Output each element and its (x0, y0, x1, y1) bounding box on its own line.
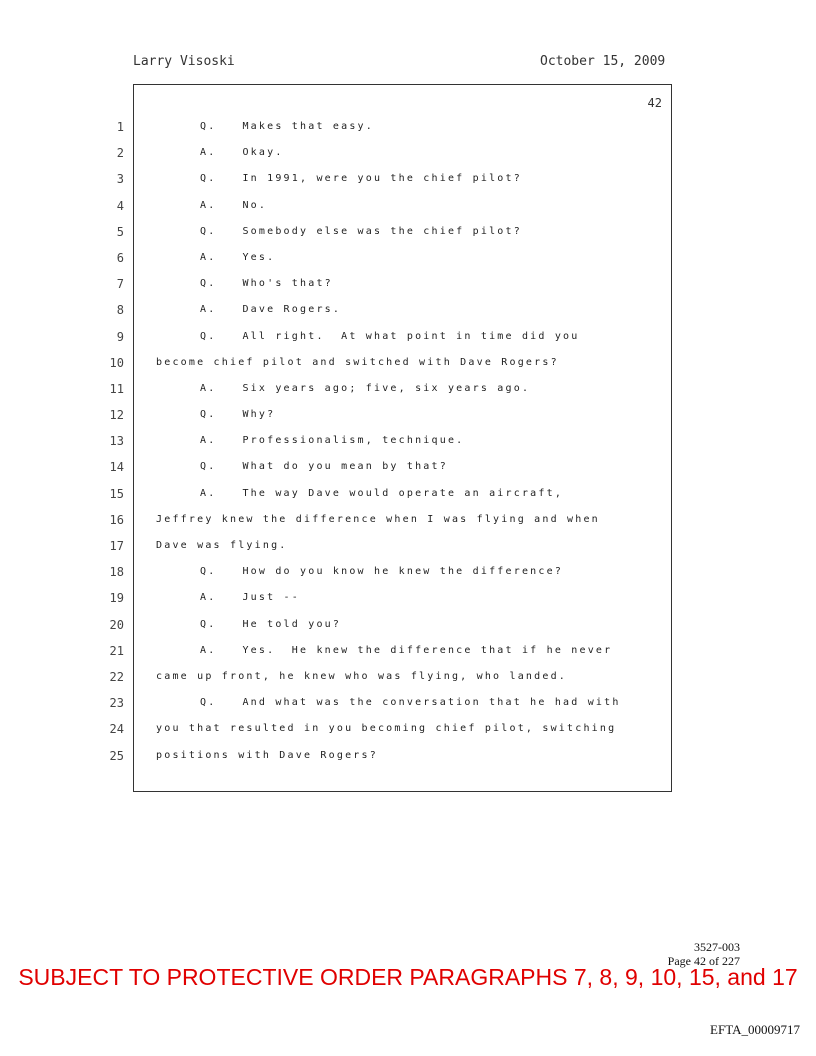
transcript-line (0, 428, 816, 454)
line-number: 21 (109, 643, 124, 658)
line-text (200, 402, 712, 428)
line-text (200, 376, 712, 402)
transcript-line (0, 297, 816, 323)
line-content: Okay. (242, 147, 284, 159)
line-number: 24 (109, 722, 124, 737)
line-text (200, 324, 712, 350)
transcript-lines (0, 114, 816, 769)
line-number: 4 (116, 198, 124, 213)
speaker-label: Q. (200, 278, 217, 290)
line-content: All right. At what point in time did you (242, 330, 580, 342)
transcript-line (0, 585, 816, 611)
speaker-label: Q. (200, 330, 217, 342)
transcript-line (0, 114, 816, 140)
speaker-label: Q. (200, 697, 217, 709)
transcript-line (0, 690, 816, 716)
transcript-line (0, 193, 816, 219)
line-number: 12 (109, 408, 124, 423)
speaker-label: A. (200, 435, 217, 447)
speaker-label: A. (200, 147, 217, 159)
speaker-label: Q. (200, 461, 217, 473)
transcript-line (0, 245, 816, 271)
line-text (200, 245, 712, 271)
header-date: October 15, 2009 (540, 54, 666, 69)
line-number: 15 (109, 486, 124, 501)
line-number: 2 (116, 146, 124, 161)
line-content: Who's that? (242, 278, 333, 290)
line-text (200, 690, 712, 716)
line-text: you that resulted in you becoming chief pilot, switching (156, 723, 617, 735)
line-number: 10 (109, 355, 124, 370)
speaker-label: A. (200, 251, 217, 263)
transcript-line (0, 324, 816, 350)
transcript-line (0, 271, 816, 297)
speaker-label: A. (200, 487, 217, 499)
transcript-line (0, 664, 816, 690)
line-content: Makes that easy. (242, 121, 374, 132)
speaker-label: A. (200, 592, 217, 604)
line-content: No. (242, 199, 268, 211)
line-number: 8 (116, 303, 124, 318)
line-content: Why? (242, 409, 276, 421)
line-text (200, 612, 712, 638)
speaker-label: A. (200, 199, 217, 211)
line-number: 16 (109, 512, 124, 527)
transcript-line (0, 219, 816, 245)
line-number: 25 (109, 748, 124, 763)
transcript-line (0, 716, 816, 742)
line-text: came up front, he knew who was flying, who landed. (156, 670, 568, 682)
line-text (200, 140, 712, 166)
transcript-line (0, 507, 816, 533)
speaker-label: A. (200, 644, 217, 656)
speaker-label: A. (200, 304, 217, 316)
case-reference: 3527-003 (694, 940, 740, 954)
line-content: How do you know he knew the difference? (242, 566, 564, 578)
line-content: Dave Rogers. (242, 304, 342, 316)
line-number: 1 (116, 120, 124, 134)
line-content: Yes. (242, 251, 276, 263)
line-text (200, 638, 712, 664)
line-text: become chief pilot and switched with Dave Rogers? (156, 356, 559, 368)
transcript-line (0, 743, 816, 769)
speaker-label: Q. (200, 121, 217, 132)
line-number: 13 (109, 434, 124, 449)
line-text (200, 271, 712, 297)
header-witness-name: Larry Visoski (133, 54, 235, 69)
line-text (200, 481, 712, 507)
line-text: Dave was flying. (156, 540, 288, 551)
transcript-line (0, 376, 816, 402)
line-text: Jeffrey knew the difference when I was flying and when (156, 513, 600, 525)
line-content: Somebody else was the chief pilot? (242, 225, 522, 237)
transcript-line (0, 454, 816, 480)
line-content: Yes. He knew the difference that if he never (242, 644, 613, 656)
speaker-label: A. (200, 382, 217, 394)
line-text (200, 219, 712, 245)
transcript-line (0, 140, 816, 166)
line-content: He told you? (242, 618, 342, 630)
speaker-label: Q. (200, 225, 217, 237)
line-number: 6 (116, 250, 124, 265)
line-number: 22 (109, 669, 124, 684)
speaker-label: Q. (200, 566, 217, 578)
line-text (200, 114, 712, 140)
line-content: And what was the conversation that he had with (242, 697, 621, 709)
speaker-label: Q. (200, 409, 217, 421)
line-number: 18 (109, 565, 124, 580)
line-number: 19 (109, 591, 124, 606)
line-number: 23 (109, 696, 124, 711)
line-content: What do you mean by that? (242, 461, 448, 473)
line-number: 14 (109, 460, 124, 475)
line-content: In 1991, were you the chief pilot? (242, 173, 522, 185)
transcript-page-number: 42 (647, 96, 662, 110)
line-number: 11 (109, 381, 124, 396)
line-text (200, 428, 712, 454)
transcript-line (0, 559, 816, 585)
line-text (200, 585, 712, 611)
transcript-line (0, 638, 816, 664)
line-number: 9 (116, 329, 124, 344)
line-text: positions with Dave Rogers? (156, 749, 378, 761)
transcript-line (0, 612, 816, 638)
line-content: The way Dave would operate an aircraft, (242, 487, 564, 499)
transcript-line (0, 533, 816, 559)
transcript-line (0, 402, 816, 428)
speaker-label: Q. (200, 173, 217, 185)
line-text (200, 193, 712, 219)
protective-order-notice: SUBJECT TO PROTECTIVE ORDER PARAGRAPHS 7, 8, 9, 10, 15, and 17 (18, 964, 798, 990)
line-text (200, 454, 712, 480)
bates-number: EFTA_00009717 (710, 1022, 800, 1037)
line-number: 3 (116, 172, 124, 187)
line-number: 17 (109, 539, 124, 553)
line-text (200, 166, 712, 192)
transcript-line (0, 350, 816, 376)
line-text (200, 559, 712, 585)
line-text (200, 297, 712, 323)
line-number: 20 (109, 617, 124, 632)
transcript-line (0, 166, 816, 192)
page-of-total: Page 42 of 227 (667, 954, 740, 968)
line-content: Professionalism, technique. (242, 435, 465, 447)
line-content: Just -- (242, 592, 300, 604)
transcript-line (0, 481, 816, 507)
line-content: Six years ago; five, six years ago. (242, 382, 531, 394)
line-number: 7 (116, 277, 124, 292)
speaker-label: Q. (200, 618, 217, 630)
line-number: 5 (116, 224, 124, 239)
